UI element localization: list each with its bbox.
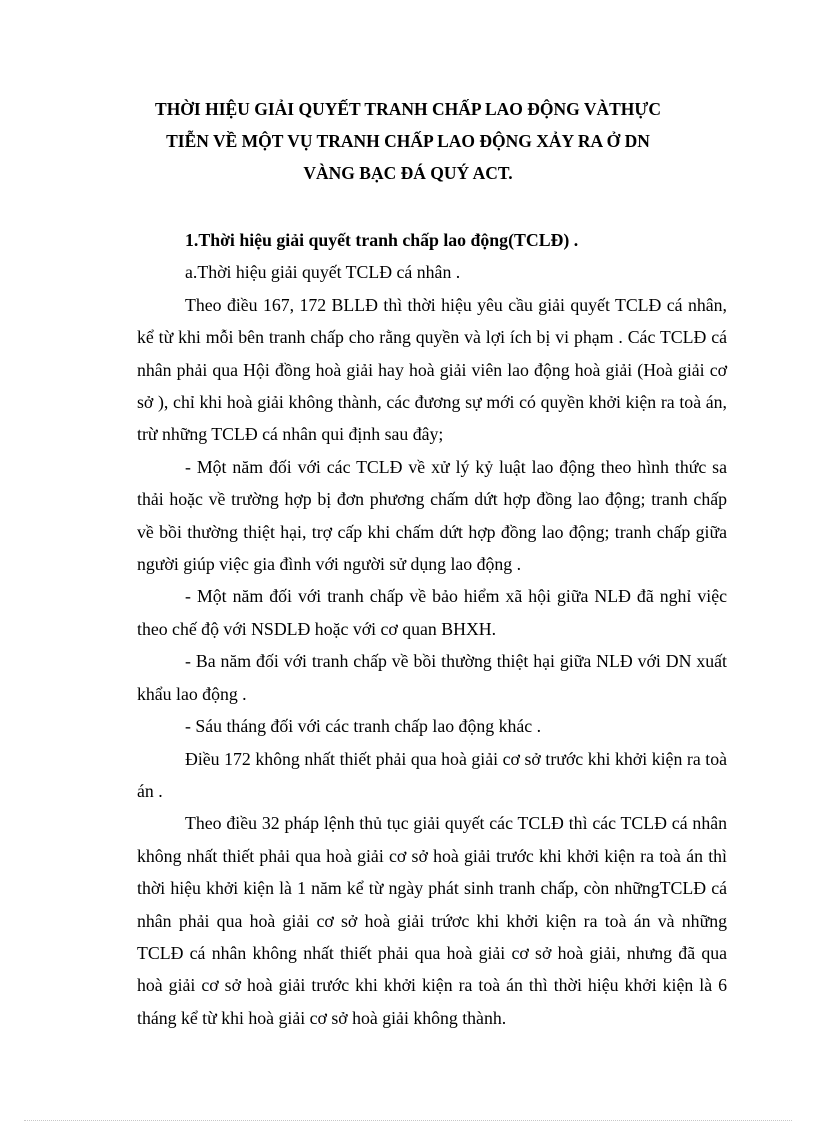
paragraph: Theo điều 32 pháp lệnh thủ tục giải quyết các TCLĐ thì các TCLĐ cá nhân không nhất thiết phải qua hoà giải cơ sở hoà giải trước khi khởi kiện ra toà án thì thời hiệu khởi kiện là 1 năm kể từ ngày phát sinh tranh chấp, còn nhữngTCLĐ cá nhân phải qua hoà giải cơ sở hoà giải trứơc khi khởi kiện ra toà án và những TCLĐ cá nhân không nhất thiết phải qua hoà giải cơ sở hoà giải, nhưng đã qua hoà giải cơ sở hoà giải trước khi khởi kiện ra toà án thì thời hiệu khởi kiện là 6 tháng kể từ khi hoà giải cơ sở hoà giải không thành.	[137, 813, 727, 1028]
title-line-3: VÀNG BẠC ĐÁ QUÝ ACT.	[303, 163, 513, 183]
document-title	[120, 93, 696, 189]
title-line-2: TIỄN VỀ MỘT VỤ TRANH CHẤP LAO ĐỘNG XẢY RA Ở DN	[166, 131, 650, 151]
paragraph: - Ba năm đối với tranh chấp về bồi thường thiệt hại giữa NLĐ với DN xuất khẩu lao động .	[137, 651, 727, 704]
subheading: a.Thời hiệu giải quyết TCLĐ cá nhân .	[185, 262, 461, 283]
paragraph: - Một năm đối với tranh chấp về bảo hiểm xã hội giữa NLĐ đã nghỉ việc theo chế độ với NSDLĐ hoặc với cơ quan BHXH.	[137, 586, 727, 639]
paragraph: - Sáu tháng đối với các tranh chấp lao động khác .	[185, 716, 542, 737]
paragraph: Theo điều 167, 172 BLLĐ thì thời hiệu yêu cầu giải quyết TCLĐ cá nhân, kể từ khi mỗi bên tranh chấp cho rằng quyền và lợi ích bị vi phạm . Các TCLĐ cá nhân phải qua Hội đồng hoà giải hay hoà giải viên lao động hoà giải (Hoà giải cơ sở ), chỉ khi hoà giải không thành, các đương sự mới có quyền khởi kiện ra toà án, trừ những TCLĐ cá nhân qui định sau đây;	[137, 294, 727, 445]
page-bottom-divider	[24, 1120, 792, 1121]
paragraph: Điều 172 không nhất thiết phải qua hoà giải cơ sở trước khi khởi kiện ra toà án .	[137, 748, 727, 801]
document-body	[137, 224, 727, 1034]
title-line-1: THỜI HIỆU GIẢI QUYẾT TRANH CHẤP LAO ĐỘNG VÀTHỰC	[155, 99, 661, 119]
section-heading: 1.Thời hiệu giải quyết tranh chấp lao động(TCLĐ) .	[185, 230, 579, 250]
paragraph: - Một năm đối với các TCLĐ về xử lý kỷ luật lao động theo hình thức sa thải hoặc về trường hợp bị đơn phương chấm dứt hợp đồng lao động; tranh chấp về bồi thường thiệt hại, trợ cấp khi chấm dứt hợp đồng lao động; tranh chấp giữa người giúp việc gia đình với người sử dụng lao động .	[137, 456, 727, 575]
